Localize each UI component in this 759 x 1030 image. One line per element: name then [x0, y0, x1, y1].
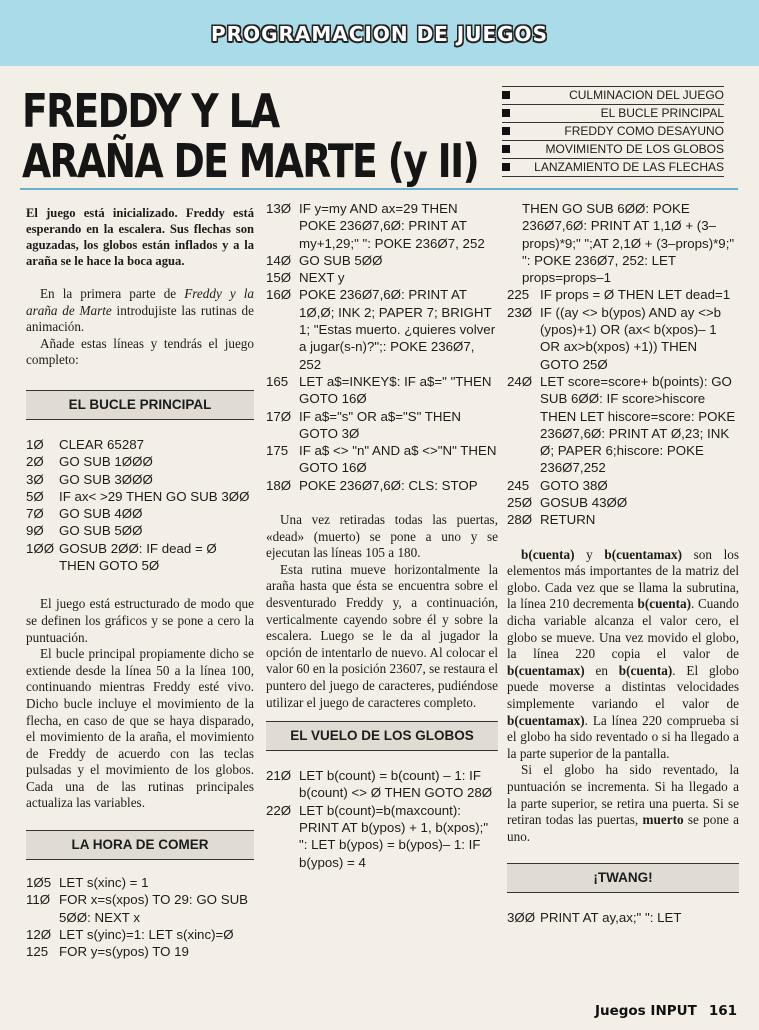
paragraph: Esta rutina mueve horizontalmente la araña hasta que ésta se encuentra sobre el desventurado Freddy y, a continuación, verticalmente cayendo sobre él y sobre la escalera. Luego se le da al jugador la opción de intentarlo de nuevo. Al colocar el valor 60 en la posición 23607, se restaura el puntero del juego de caracteres, pudiéndose utilizar el juego de caracteres completo.: [266, 561, 498, 710]
code-line: 28Ø RETURN: [507, 512, 596, 528]
paragraph: Si el globo ha sido reventado, la puntuación se incrementa. Si ha llegado a la parte superior, se retira una puerta. Si se retiran todas las puertas, muerto se pone a uno.: [507, 762, 739, 844]
code-listing: [266, 767, 498, 871]
code-line: 14Ø GO SUB 5ØØ: [266, 252, 383, 268]
page-number: 161: [708, 1003, 737, 1019]
section-heading-balloons: EL VUELO DE LOS GLOBOS: [266, 721, 498, 751]
column-1: [26, 200, 254, 961]
paragraph: El juego está estructurado de modo que se definen los gráficos y se pone a cero la puntuación.: [26, 596, 254, 645]
section-heading-twang: ¡TWANG!: [507, 863, 739, 893]
square-bullet-icon: [502, 91, 510, 99]
code-line: 11Ø FOR x=s(xpos) TO 29: GO SUB 5ØØ: NEXT x: [26, 892, 249, 925]
code-line: 13Ø IF y=my AND ax=29 THEN POKE 236Ø7,6Ø: PRINT AT my+1,29;" ": POKE 236Ø7, 252: [266, 201, 485, 251]
column-3: [507, 200, 739, 927]
code-line: 12Ø LET s(yinc)=1: LET s(xinc)=Ø: [26, 926, 234, 942]
magazine-name: Juegos INPUT: [594, 1003, 697, 1019]
code-line: 17Ø IF a$="s" OR a$="S" THEN GOTO 3Ø: [266, 408, 462, 441]
code-line: 24Ø LET score=score+ b(points): GO SUB 6ØØ: IF score>hiscore THEN LET hiscore=score: POKE 236Ø7,6Ø: PRINT AT Ø,23; INK Ø; PAPER 6;hiscore: POKE 236Ø7,252: [507, 373, 736, 476]
code-line: 3Ø GO SUB 3ØØØ: [26, 471, 153, 487]
article-title-line2: ARAÑA DE MARTE (y II): [22, 134, 479, 188]
code-line: 125 FOR y=s(ypos) TO 19: [26, 944, 189, 960]
code-line: 21Ø LET b(count) = b(count) – 1: IF b(count) <> Ø THEN GOTO 28Ø: [266, 768, 493, 801]
code-line: THEN GO SUB 6ØØ: POKE 236Ø7,6Ø: PRINT AT 1,1Ø + (3–props)*9;" ";AT 2,1Ø + (3–props)*9;" ": POKE 236Ø7, 252: LET props=props–1: [522, 201, 735, 286]
code-line: 2Ø GO SUB 1ØØØ: [26, 454, 153, 470]
code-listing: [507, 909, 739, 926]
code-line: 245 GOTO 38Ø: [507, 477, 608, 493]
code-listing: [26, 874, 254, 960]
code-line: 15Ø NEXT y: [266, 270, 345, 286]
code-line: 9Ø GO SUB 5ØØ: [26, 523, 143, 539]
page-footer: [595, 1003, 737, 1019]
divider: [20, 188, 738, 190]
code-line: 175 IF a$ <> "n" AND a$ <>"N" THEN GOTO 16Ø: [266, 443, 497, 476]
square-bullet-icon: [502, 163, 510, 171]
code-line: 23Ø IF ((ay <> b(ypos) AND ay <>b (ypos)+1) OR (ax< b(xpos)– 1 OR ax>b(xpos) +1)) THEN GOTO 25Ø: [507, 304, 722, 372]
code-line: 18Ø POKE 236Ø7,6Ø: CLS: STOP: [266, 477, 478, 493]
code-listing: [266, 200, 498, 494]
section-header: PROGRAMACION DE JUEGOS: [211, 22, 548, 46]
code-line: 1Ø5 LET s(xinc) = 1: [26, 875, 149, 891]
paragraph: Añade estas líneas y tendrás el juego completo:: [26, 335, 254, 368]
paragraph: El bucle principal propiamente dicho se extiende desde la línea 50 a la línea 100, continuando mientras Freddy esté vivo. Dicho bucle incluye el movimiento de la flecha, en caso de que se haya disparado, el movimiento de la araña, el movimiento de Freddy de acuerdo con las teclas pulsadas y el movimiento de los globos. Cada una de las rutinas principales actualiza las variables.: [26, 646, 254, 811]
section-heading-main-loop: EL BUCLE PRINCIPAL: [26, 390, 254, 420]
paragraph: Una vez retiradas todas las puertas, «dead» (muerto) se pone a uno y se ejecutan las líneas 105 a 180.: [266, 512, 498, 561]
toc-item: FREDDY COMO DESAYUNO: [502, 122, 724, 140]
code-listing: [507, 200, 739, 529]
contents-list: [502, 86, 724, 177]
code-line: 25Ø GOSUB 43ØØ: [507, 495, 628, 511]
column-2: [266, 200, 498, 871]
square-bullet-icon: [502, 145, 510, 153]
code-line: 1ØØ GOSUB 2ØØ: IF dead = Ø THEN GOTO 5Ø: [26, 540, 217, 574]
section-heading-lunch: LA HORA DE COMER: [26, 830, 254, 860]
code-line: 7Ø GO SUB 4ØØ: [26, 506, 143, 522]
toc-item: MOVIMIENTO DE LOS GLOBOS: [502, 140, 724, 158]
article-title-line1: FREDDY Y LA: [22, 84, 279, 138]
code-line: 16Ø POKE 236Ø7,6Ø: PRINT AT 1Ø,Ø; INK 2; PAPER 7; BRIGHT 1; "Estas muerto. ¿quieres volver a jugar(s-n)?";: POKE 236Ø7, 252: [266, 287, 496, 372]
square-bullet-icon: [502, 109, 510, 117]
toc-item: LANZAMIENTO DE LAS FLECHAS: [502, 158, 724, 177]
code-line: 225 IF props = Ø THEN LET dead=1: [507, 287, 731, 303]
toc-item: CULMINACION DEL JUEGO: [502, 86, 724, 104]
intro-paragraph: En la primera parte de Freddy y la araña de Marte introdujiste las rutinas de animación.: [26, 286, 254, 335]
code-line: 5Ø IF ax< >29 THEN GO SUB 3ØØ: [26, 488, 250, 504]
lead-paragraph: El juego está inicializado. Freddy está esperando en la escalera. Sus flechas son aguzadas, los globos están inflados y a la araña se le hace la boca agua.: [26, 206, 254, 268]
code-line: 3ØØ PRINT AT ay,ax;" ": LET: [507, 910, 682, 926]
toc-item: EL BUCLE PRINCIPAL: [502, 104, 724, 122]
code-line: 1Ø CLEAR 65287: [26, 436, 145, 452]
square-bullet-icon: [502, 127, 510, 135]
header-band: [0, 0, 759, 66]
paragraph: b(cuenta) y b(cuentamax) son los elementos más importantes de la matriz del globo. Cada vez que se llama la subrutina, la línea 210 decrementa b(cuenta). Cuando dicha variable alcanza el valor cero, el globo se mueve. Una vez movido el globo, la línea 220 copia el valor de b(cuentamax) en b(cuenta). El globo puede moverse a distintas velocidades simplemente variando el valor de b(cuentamax). La línea 220 comprueba si el globo ha sido reventado o si ha llegado a la parte superior de la pantalla.: [507, 546, 739, 761]
code-line: 165 LET a$=INKEY$: IF a$=" "THEN GOTO 16Ø: [266, 373, 492, 407]
code-line: 22Ø LET b(count)=b(maxcount): PRINT AT b(ypos) + 1, b(xpos);" ": LET b(ypos) = b(ypos)– 1: IF b(ypos) = 4: [266, 802, 489, 870]
code-listing: [26, 436, 254, 574]
